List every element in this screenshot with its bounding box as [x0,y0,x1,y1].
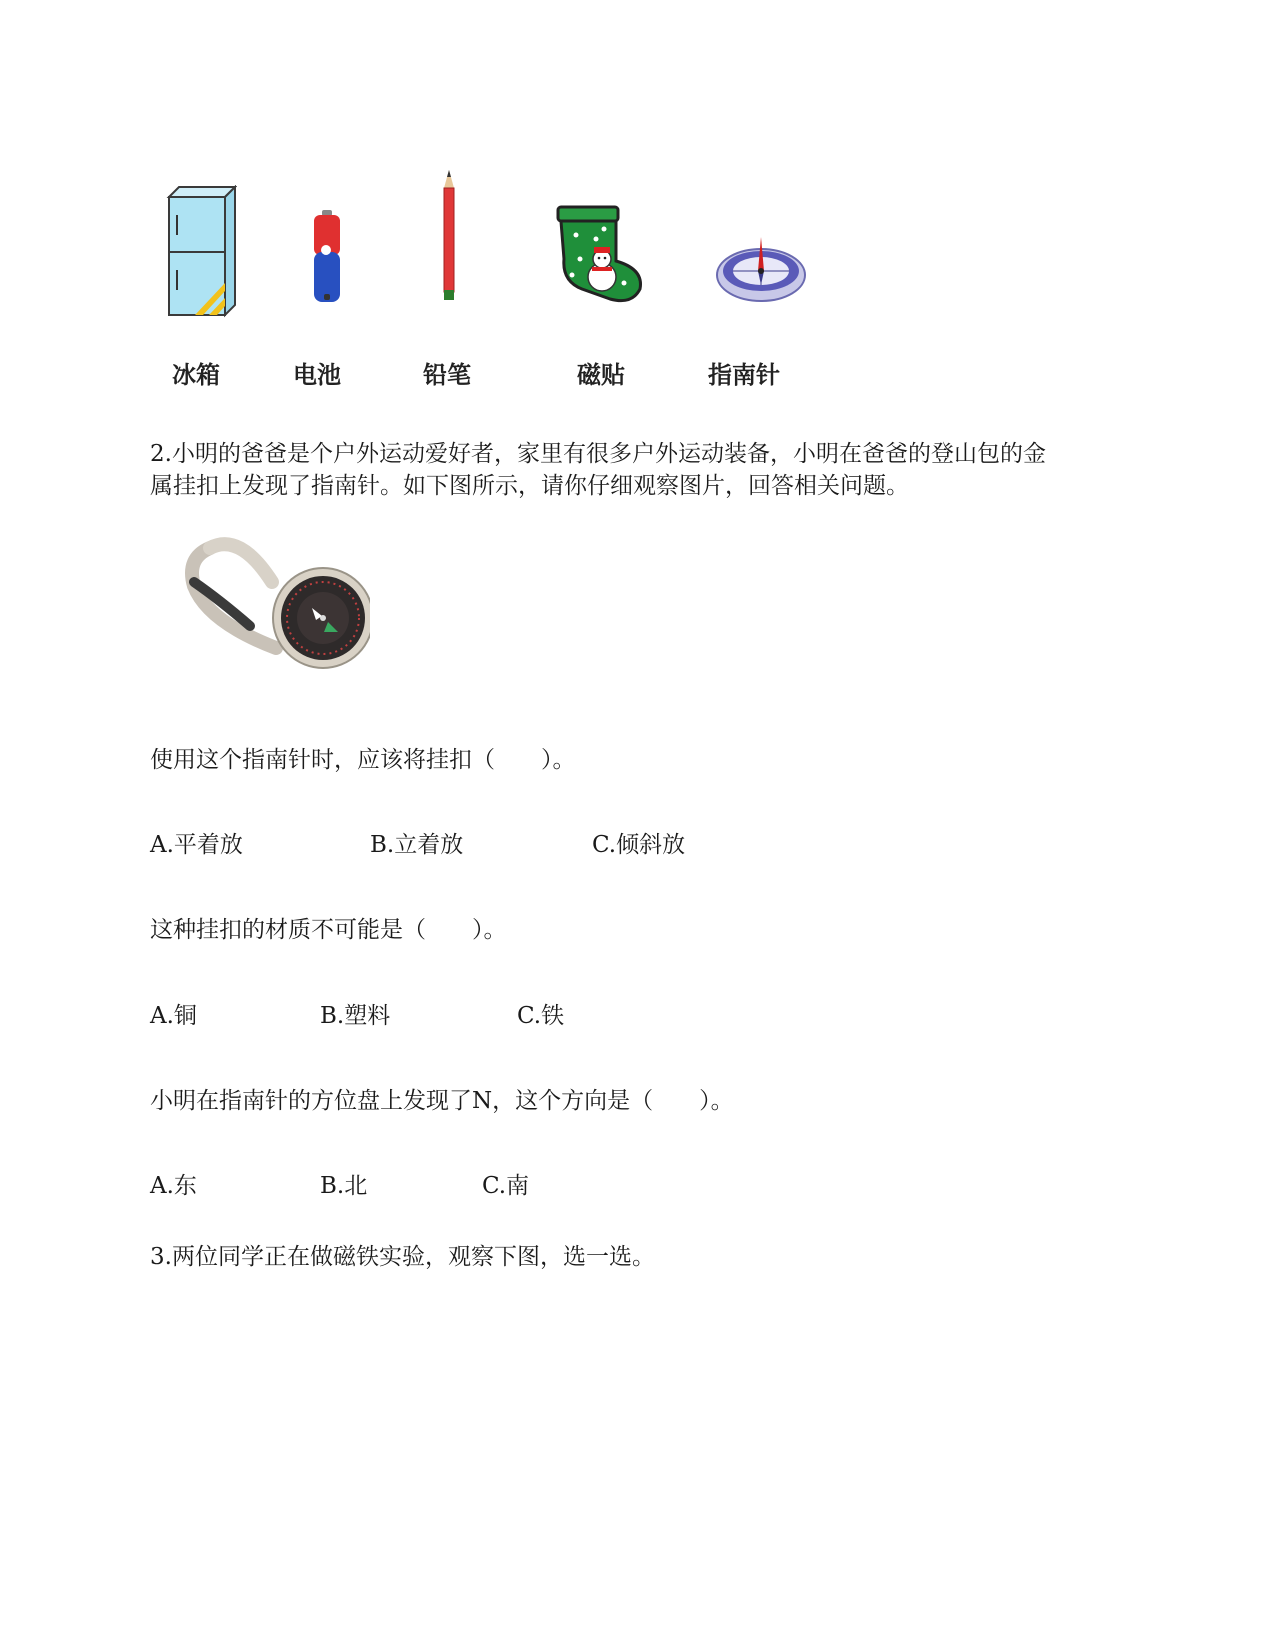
sub-question-2-option-a: A.铜 [150,1003,197,1029]
item-label-stocking-magnet: 磁贴 [577,361,625,389]
sub-question-1-option-c: C.倾斜放 [592,832,686,858]
sub-question-1-option-a: A.平着放 [150,832,243,858]
sub-question-1-option-b: B.立着放 [370,832,464,858]
sub-question-3-option-c: C.南 [482,1173,530,1199]
sub-question-2: 这种挂扣的材质不可能是（ ）。 [150,917,507,943]
question-2-text-line-2: 属挂扣上发现了指南针。如下图所示，请你仔细观察图片，回答相关问题。 [150,473,909,499]
item-label-compass: 指南针 [708,361,780,389]
pencil-icon [442,170,456,300]
question-2-text-line-1: 2.小明的爸爸是个户外运动爱好者，家里有很多户外运动装备，小明在爸爸的登山包的金 [150,441,1046,467]
item-label-pencil: 铅笔 [423,361,471,389]
sub-question-3-option-b: B.北 [320,1173,368,1199]
compass-icon [716,235,806,305]
stocking-magnet-icon [552,205,647,305]
battery-icon [312,210,342,308]
carabiner-compass-icon [180,530,370,680]
sub-question-3-option-a: A.东 [150,1173,197,1199]
sub-question-2-option-c: C.铁 [517,1003,565,1029]
sub-question-1: 使用这个指南针时，应该将挂扣（ ）。 [150,747,576,773]
sub-question-3: 小明在指南针的方位盘上发现了N，这个方向是（ ）。 [150,1088,734,1114]
item-label-battery: 电池 [293,361,341,389]
sub-question-2-option-b: B.塑料 [320,1003,391,1029]
refrigerator-icon [165,185,237,320]
question-3-text: 3.两位同学正在做磁铁实验，观察下图，选一选。 [150,1244,655,1270]
item-label-refrigerator: 冰箱 [172,361,220,389]
